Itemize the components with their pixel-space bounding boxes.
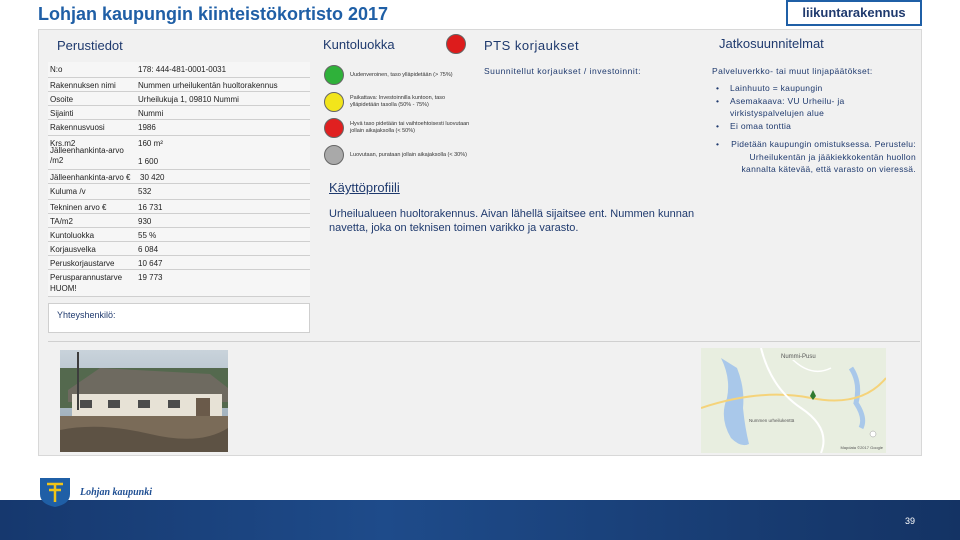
jatko-list: [712, 82, 916, 176]
table-row: [48, 200, 310, 214]
table-row: [48, 184, 310, 200]
table-row: [48, 228, 310, 242]
table-row: [48, 170, 310, 184]
kunto-level-label: Hyvä taso pidetään tai vaihtoehtoisesti luovutaan jollain aikajaksolla (< 50%): [350, 121, 470, 134]
table-row: [48, 214, 310, 228]
table-row: [48, 256, 310, 270]
row-value: 10 647: [138, 259, 163, 268]
row-key: Rakennusvuosi: [50, 123, 105, 132]
row-value: 532: [138, 187, 152, 196]
pts-text: Suunnitellut korjaukset / investoinnit:: [484, 66, 641, 76]
kayttoprofiili-text: Urheilualueen huoltorakennus. Aivan lähellä sijaitsee ent. Nummen kunnan navetta, joka on teknisen toimen varikko ja varasto.: [329, 208, 695, 234]
row-key: Osoite: [50, 95, 74, 104]
table-row: [48, 62, 310, 78]
row-value: 55 %: [138, 231, 157, 240]
kunto-level-green: [324, 65, 470, 85]
table-row: [48, 242, 310, 256]
grey-dot-icon: [324, 145, 344, 165]
row-value: 6 084: [138, 245, 159, 254]
row-value: 19 773: [138, 273, 163, 282]
perustiedot-heading: Perustiedot: [57, 38, 123, 53]
kunto-level-label: Paikattava: Investoinnilla kuntoon, taso ylläpidetään tasolla (50% - 75%): [350, 95, 446, 108]
yellow-dot-icon: [324, 92, 344, 112]
row-key: Kuntoluokka: [50, 231, 95, 240]
building-photo: [60, 350, 228, 452]
row-key: Jälleenhankinta-arvo €: [50, 173, 131, 182]
row-key: Jälleenhankinta-arvo /m2: [50, 146, 124, 165]
list-item: • Lainhuuto = kaupungin: [716, 83, 823, 93]
row-key: Peruskorjaustarve: [50, 259, 115, 268]
row-key: Perusparannustarve: [50, 273, 123, 282]
row-value: 1986: [138, 123, 156, 132]
kunto-level-yellow: [324, 92, 470, 112]
kunto-level-red: [324, 118, 470, 138]
map-credit: Mapdata ©2017 Google: [840, 445, 883, 450]
row-value: 930: [138, 217, 152, 226]
row-key: Korjausvelka: [50, 245, 96, 254]
kunto-level-grey: [324, 145, 470, 165]
pts-heading: PTS korjaukset: [484, 38, 580, 53]
green-dot-icon: [324, 65, 344, 85]
row-key: Sijainti: [50, 109, 74, 118]
kuntoluokka-heading: Kuntoluokka: [323, 37, 395, 52]
map-label-bottom: Nummen urheilukenttä: [749, 418, 795, 423]
jatko-heading: Jatkosuunnitelmat: [719, 36, 824, 51]
row-value: 30 420: [140, 173, 165, 182]
row-value: Urheilukuja 1, 09810 Nummi: [138, 95, 239, 104]
table-row: [48, 120, 310, 136]
org-name: Lohjan kaupunki: [80, 486, 152, 498]
location-map[interactable]: [701, 348, 886, 453]
row-value: Nummi: [138, 109, 164, 118]
kunto-level-label: Luovutaan, purataan jollain aikajaksolla (< 30%): [350, 151, 467, 158]
list-item: • Pidetään kaupungin omistuksessa. Perustelu: Urheilukentän ja jääkiekkokentän huollon kannalta kätevää, että varasto on vieressä.: [716, 139, 916, 174]
table-row: [48, 92, 310, 106]
red-dot-icon: [324, 118, 344, 138]
kunto-level-label: Uudenveroinen, taso ylläpidetään (> 75%): [350, 71, 453, 78]
row-value: 160 m²: [138, 139, 163, 148]
row-key: N:o: [50, 65, 63, 74]
map-label-top: Nummi-Pusu: [781, 354, 816, 360]
table-row: [48, 106, 310, 120]
list-item: • Asemakaava: VU Urheilu- ja virkistyspalvelujen alue: [716, 95, 845, 118]
huom-label: HUOM!: [48, 282, 310, 297]
city-logo: [38, 476, 152, 508]
divider: [48, 341, 920, 342]
perustiedot-table: [48, 62, 310, 284]
kayttoprofiili-heading: Käyttöprofiili: [329, 180, 400, 195]
row-key: Tekninen arvo €: [50, 203, 107, 212]
jatko-intro: Palveluverkko- tai muut linjapäätökset:: [712, 66, 873, 76]
page-title: Lohjan kaupungin kiinteistökortisto 2017: [38, 4, 389, 24]
page-number: 39: [904, 516, 915, 526]
row-value: 16 731: [138, 203, 163, 212]
row-value: 178: 444-481-0001-0031: [138, 65, 227, 74]
row-key: TA/m2: [50, 217, 73, 226]
table-row: [48, 148, 310, 170]
row-key: Krs.m2: [50, 139, 76, 148]
kuntoluokka-indicator: [446, 34, 466, 54]
row-value: 1 600: [138, 157, 159, 166]
category-badge: liikuntarakennus: [786, 0, 922, 26]
row-value: Nummen urheilukentän huoltorakennus: [138, 81, 278, 90]
list-item: • Ei omaa tonttia: [716, 120, 792, 131]
row-key: Kuluma /v: [50, 187, 86, 196]
coat-of-arms-icon: [38, 476, 72, 508]
contact-field: Yhteyshenkilö:: [48, 303, 310, 333]
row-key: Rakennuksen nimi: [50, 81, 116, 90]
table-row: [48, 78, 310, 92]
